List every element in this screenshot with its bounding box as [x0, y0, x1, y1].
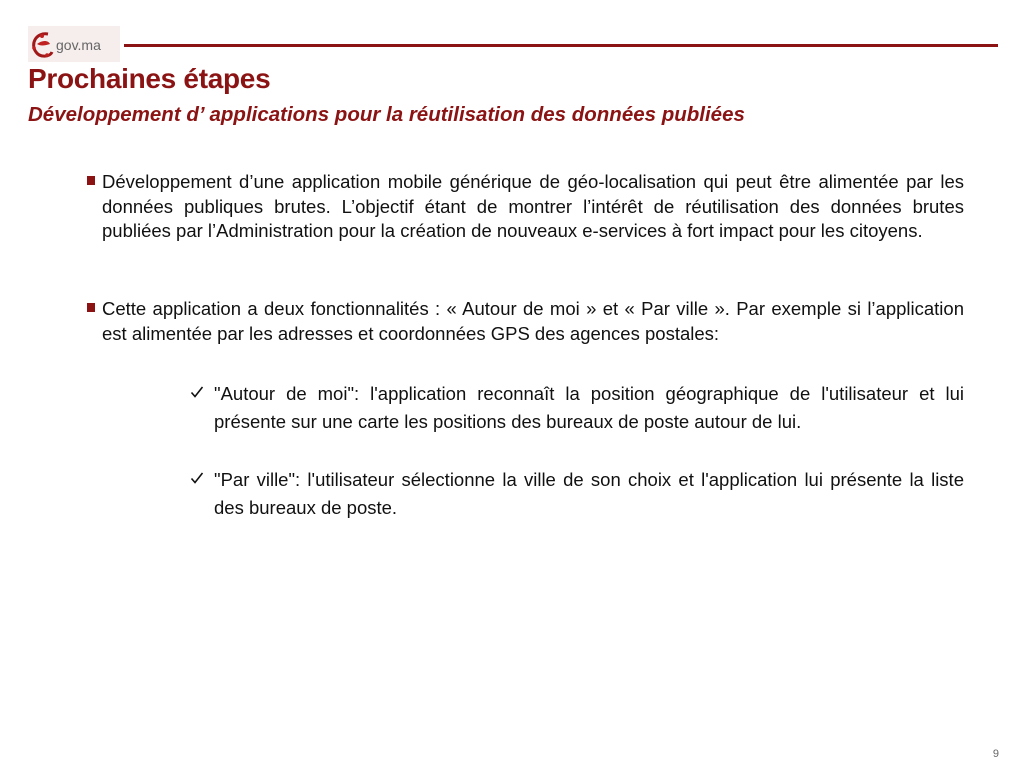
page-number: 9: [992, 748, 999, 760]
logo-wordmark: gov.ma: [56, 37, 101, 53]
slide-subtitle: Développement d’ applications pour la réutilisation des données publiées: [28, 103, 745, 126]
egov-logo-graphic: [28, 26, 120, 62]
slide-title: Prochaines étapes: [28, 63, 271, 94]
sub-bullet-item: "Autour de moi": l'application reconnaît la position géographique de l'utilisateur et lui présente sur une carte les positions des bureaux de poste autour de lui.: [214, 383, 964, 432]
check-icon: [190, 385, 204, 399]
sub-bullet-item: "Par ville": l'utilisateur sélectionne la ville de son choix et l'application lui présente la liste des bureaux de poste.: [214, 469, 964, 518]
header-rule: [124, 44, 998, 47]
check-icon: [190, 471, 204, 485]
square-bullet-icon: [87, 176, 95, 185]
square-bullet-icon: [87, 303, 95, 312]
egov-logo: [28, 26, 120, 62]
bullet-item: Cette application a deux fonctionnalités : « Autour de moi » et « Par ville ». Par exemple si l’application est alimentée par les adresses et coordonnées GPS des agences postales:: [102, 298, 964, 344]
bullet-item: Développement d’une application mobile générique de géo-localisation qui peut être alimentée par les données publiques brutes. L’objectif étant de montrer l’intérêt de réutilisation des données brutes publiées par l’Administration pour la création de nouveaux e-services à fort impact pour les citoyens.: [102, 171, 964, 241]
